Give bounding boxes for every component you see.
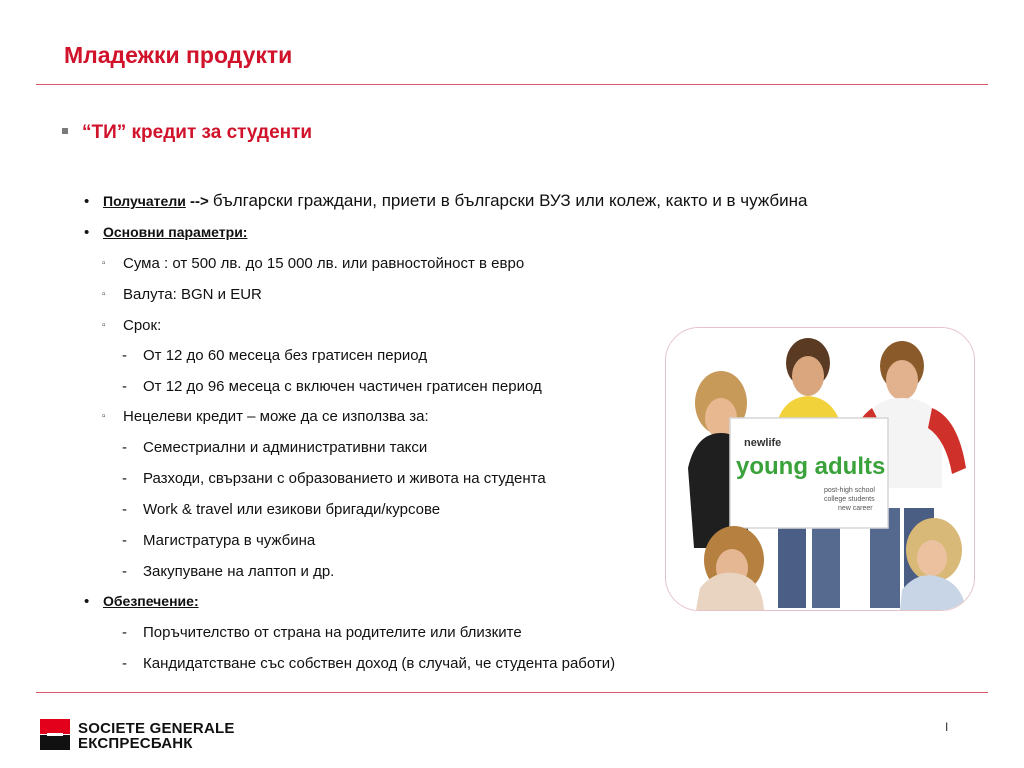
- logo-mark-icon: [40, 719, 70, 750]
- term-subitem: [122, 378, 542, 395]
- hollow-square-icon: ▫: [102, 411, 106, 422]
- sign-young-adults: young adults: [736, 453, 886, 480]
- recipients-label: Получатели: [103, 193, 186, 209]
- params-label: Основни параметри:: [103, 224, 248, 240]
- sign-line-5: new career: [838, 505, 873, 512]
- logo-line-2: ЕКСПРЕСБАНК: [78, 735, 193, 752]
- use-item: [122, 470, 546, 487]
- collateral-label: Обезпечение:: [103, 593, 199, 609]
- sign-line-3: post-high school: [824, 487, 875, 494]
- recipients-arrow: -->: [190, 193, 209, 210]
- bullet-dot-icon: •: [84, 193, 90, 210]
- dash-bullet: -: [122, 501, 127, 518]
- sign-newlife: newlife: [744, 437, 782, 449]
- collateral-subitem: [122, 624, 522, 641]
- page-number: I: [945, 720, 949, 734]
- dash-bullet: -: [122, 563, 127, 580]
- non-purpose-item: [102, 408, 429, 425]
- params-item: [84, 224, 247, 241]
- currency-item: [102, 286, 262, 303]
- dash-bullet: -: [122, 347, 127, 364]
- amount-text: Сума : от 500 лв. до 15 000 лв. или равностойност в евро: [123, 255, 525, 272]
- term-item: [102, 317, 161, 334]
- dash-bullet: -: [122, 624, 127, 641]
- term-subitem-text: От 12 до 96 месеца с включен частичен гратисен период: [143, 378, 542, 395]
- dash-bullet: -: [122, 655, 127, 672]
- dash-bullet: -: [122, 532, 127, 549]
- hollow-square-icon: ▫: [102, 258, 106, 269]
- term-subitem-text: От 12 до 60 месеца без гратисен период: [143, 347, 428, 364]
- term-text: Срок:: [123, 317, 162, 334]
- currency-text: Валута: BGN и EUR: [123, 286, 262, 303]
- hollow-square-icon: ▫: [102, 289, 106, 300]
- hollow-square-icon: ▫: [102, 320, 106, 331]
- slide-title: Младежки продукти: [64, 42, 293, 68]
- bullet-dot-icon: •: [84, 224, 90, 241]
- dash-bullet: -: [122, 378, 127, 395]
- dash-bullet: -: [122, 470, 127, 487]
- use-item-text: Work & travel или езикови бригади/курсове: [143, 501, 441, 518]
- square-bullet-icon: [62, 128, 68, 134]
- young-adults-photo: [665, 327, 975, 611]
- amount-item: [102, 255, 524, 272]
- dash-bullet: -: [122, 439, 127, 456]
- use-item-text: Закупуване на лаптоп и др.: [143, 563, 335, 580]
- collateral-subitem-text: Кандидатстване със собствен доход (в случай, че студента работи): [143, 655, 616, 672]
- young-adults-illustration: [666, 328, 974, 610]
- use-item: [122, 563, 334, 580]
- collateral-subitem: [122, 655, 615, 672]
- section-heading-text: “ТИ” кредит за студенти: [82, 122, 313, 143]
- footer-divider: [36, 692, 988, 693]
- use-item: [122, 439, 427, 456]
- recipients-item: [84, 191, 808, 211]
- section-heading: [62, 122, 312, 144]
- use-item-text: Разходи, свързани с образованието и живота на студента: [143, 470, 546, 487]
- collateral-subitem-text: Поръчителство от страна на родителите или близките: [143, 624, 522, 641]
- use-item: [122, 532, 315, 549]
- non-purpose-text: Нецелеви кредит – може да се използва за:: [123, 408, 429, 425]
- use-item-text: Семестриални и административни такси: [143, 439, 428, 456]
- term-subitem: [122, 347, 427, 364]
- use-item-text: Магистратура в чужбина: [143, 532, 316, 549]
- recipients-text: български граждани, приети в български ВУЗ или колеж, както и в чужбина: [212, 191, 808, 210]
- bullet-dot-icon: •: [84, 593, 90, 610]
- use-item: [122, 501, 440, 518]
- title-divider: [36, 84, 988, 85]
- collateral-item: [84, 593, 199, 610]
- sign-line-4: college students: [824, 496, 875, 503]
- logo-line-1: SOCIETE GENERALE: [78, 720, 235, 737]
